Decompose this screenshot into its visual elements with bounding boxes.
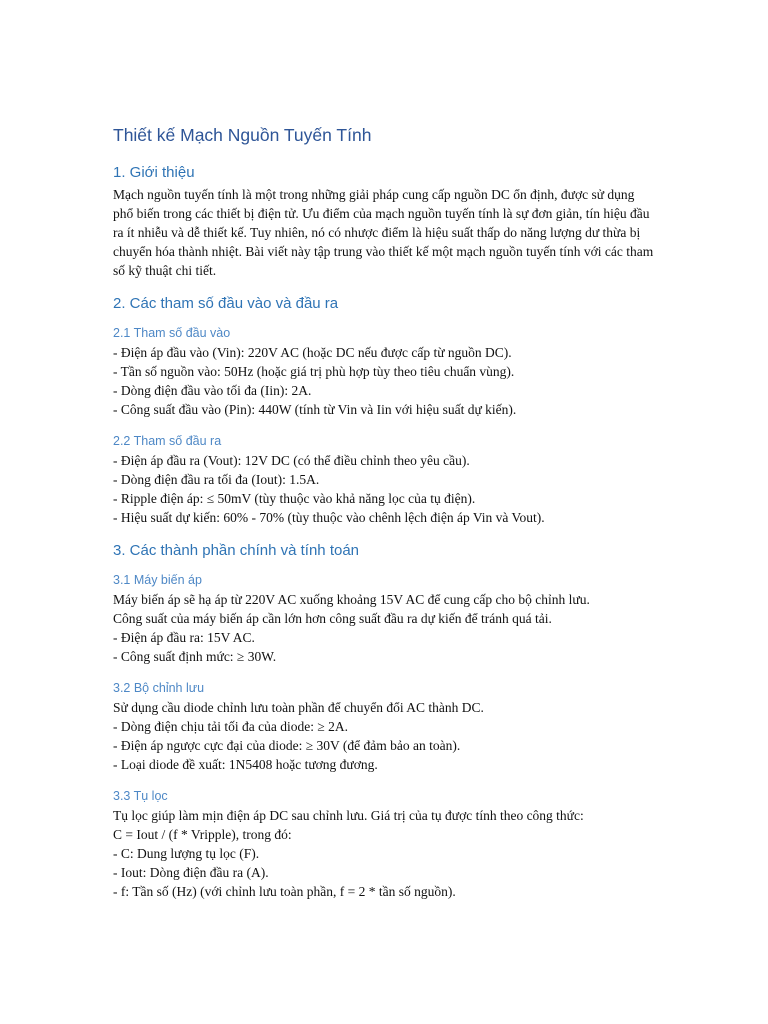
intro-paragraph: Mạch nguồn tuyến tính là một trong những giải pháp cung cấp nguồn DC ổn định, được sử dụng phổ biến trong các thiết bị điện tử. Ưu điểm của mạch nguồn tuyến tính là sự đơn giản, tín hiệu đầu ra ít nhiễu và dễ thiết kế. Tuy nhiên, nó có nhược điểm là hiệu suất thấp do năng lượng dư thừa bị chuyển hóa thành nhiệt. Bài viết này tập trung vào thiết kế một mạch nguồn tuyến tính với các tham số kỹ thuật chi tiết.	[113, 187, 654, 278]
list-item: - Hiệu suất dự kiến: 60% - 70% (tùy thuộc vào chênh lệch điện áp Vin và Vout).	[113, 510, 545, 525]
document-content	[113, 124, 658, 901]
list-item: Sử dụng cầu diode chỉnh lưu toàn phần để chuyển đổi AC thành DC.	[113, 700, 484, 715]
list-item: - Iout: Dòng điện đầu ra (A).	[113, 865, 269, 880]
list-item: Tụ lọc giúp làm mịn điện áp DC sau chỉnh lưu. Giá trị của tụ được tính theo công thức:	[113, 808, 584, 823]
list-item: - Dòng điện đầu ra tối đa (Iout): 1.5A.	[113, 472, 320, 487]
list-item: - Dòng điện chịu tải tối đa của diode: ≥ 2A.	[113, 719, 348, 734]
list-item: - Điện áp đầu vào (Vin): 220V AC (hoặc DC nếu được cấp từ nguồn DC).	[113, 345, 512, 360]
subsection-heading-transformer: 3.1 Máy biến áp	[113, 573, 202, 587]
list-item: C = Iout / (f * Vripple), trong đó:	[113, 827, 292, 842]
list-item: - Công suất định mức: ≥ 30W.	[113, 649, 277, 664]
list-item: Máy biến áp sẽ hạ áp từ 220V AC xuống khoảng 15V AC để cung cấp cho bộ chỉnh lưu.	[113, 592, 590, 607]
subsection-heading-rectifier: 3.2 Bộ chỉnh lưu	[113, 681, 205, 695]
list-item: - Dòng điện đầu vào tối đa (Iin): 2A.	[113, 383, 312, 398]
list-item: - Công suất đầu vào (Pin): 440W (tính từ Vin và Iin với hiệu suất dự kiến).	[113, 402, 517, 417]
list-item: - C: Dung lượng tụ lọc (F).	[113, 846, 260, 861]
list-item: - Điện áp ngược cực đại của diode: ≥ 30V (để đảm bảo an toàn).	[113, 738, 461, 753]
list-item: Công suất của máy biến áp cần lớn hơn công suất đầu ra dự kiến để tránh quá tải.	[113, 611, 552, 626]
list-item: - Ripple điện áp: ≤ 50mV (tùy thuộc vào khả năng lọc của tụ điện).	[113, 491, 476, 506]
section-heading-components: 3. Các thành phần chính và tính toán	[113, 542, 360, 559]
section-heading-intro: 1. Giới thiệu	[113, 164, 195, 181]
list-item: - f: Tần số (Hz) (với chỉnh lưu toàn phần, f = 2 * tần số nguồn).	[113, 884, 456, 899]
list-item: - Tần số nguồn vào: 50Hz (hoặc giá trị phù hợp tùy theo tiêu chuẩn vùng).	[113, 364, 515, 379]
subsection-heading-output: 2.2 Tham số đầu ra	[113, 434, 222, 448]
list-item: - Loại diode đề xuất: 1N5408 hoặc tương đương.	[113, 757, 378, 772]
subsection-heading-filter-capacitor: 3.3 Tụ lọc	[113, 789, 168, 803]
section-heading-parameters: 2. Các tham số đầu vào và đầu ra	[113, 295, 339, 312]
list-item: - Điện áp đầu ra (Vout): 12V DC (có thể điều chỉnh theo yêu cầu).	[113, 453, 470, 468]
document-title: Thiết kế Mạch Nguồn Tuyến Tính	[113, 125, 372, 145]
subsection-heading-input: 2.1 Tham số đầu vào	[113, 326, 231, 340]
list-item: - Điện áp đầu ra: 15V AC.	[113, 630, 255, 645]
